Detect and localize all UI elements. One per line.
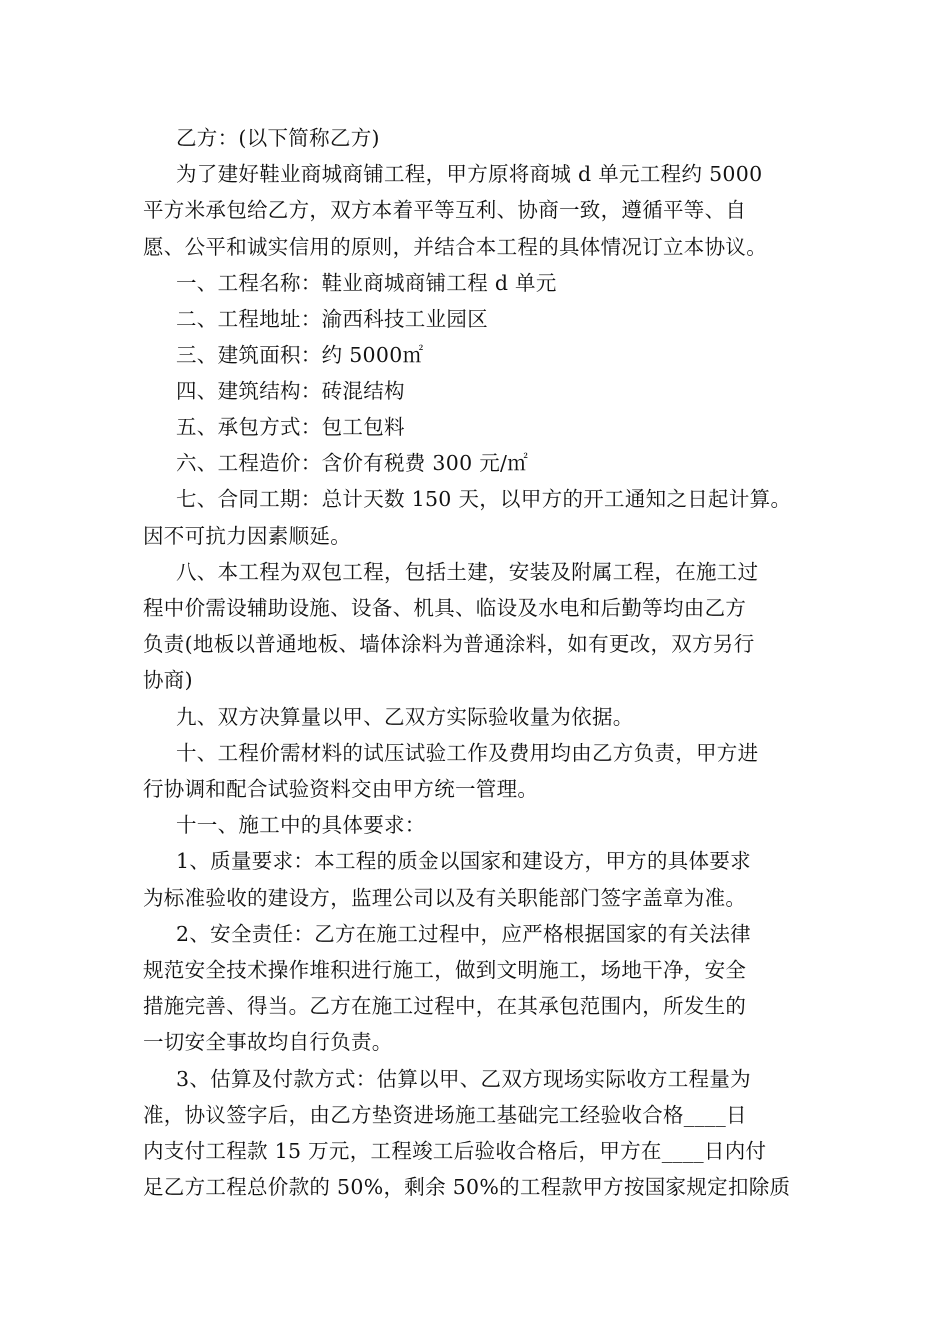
safety-line-3: 措施完善、得当。乙方在施工过程中，在其承包范围内，所发生的 bbox=[143, 994, 747, 1018]
clause-1-project-name: 一、工程名称：鞋业商城商铺工程 d 单元 bbox=[176, 271, 557, 295]
clause-8-line-4: 协商) bbox=[143, 668, 193, 692]
clause-4-structure: 四、建筑结构：砖混结构 bbox=[176, 379, 405, 403]
clause-10-line-1: 十、工程价需材料的试压试验工作及费用均由乙方负责，甲方进 bbox=[176, 741, 759, 765]
safety-line-2: 规范安全技术操作堆积进行施工，做到文明施工，场地干净，安全 bbox=[143, 958, 747, 982]
quality-req-line-2: 为标准验收的建设方，监理公司以及有关职能部门签字盖章为准。 bbox=[143, 886, 747, 910]
safety-line-1: 2、安全责任：乙方在施工过程中，应严格根据国家的有关法律 bbox=[176, 922, 751, 946]
clause-8-line-1: 八、本工程为双包工程，包括土建，安装及附属工程，在施工过 bbox=[176, 560, 759, 584]
preamble-line-2: 平方米承包给乙方，双方本着平等互利、协商一致，遵循平等、自 bbox=[143, 198, 747, 222]
payment-line-4: 足乙方工程总价款的 50%，剩余 50%的工程款甲方按国家规定扣除质 bbox=[143, 1175, 791, 1199]
payment-line-1: 3、估算及付款方式：估算以甲、乙双方现场实际收方工程量为 bbox=[176, 1067, 751, 1091]
payment-line-2: 准，协议签字后，由乙方垫资进场施工基础完工经验收合格____日 bbox=[143, 1103, 747, 1127]
payment-line-3: 内支付工程款 15 万元，工程竣工后验收合格后，甲方在____日内付 bbox=[143, 1139, 767, 1163]
clause-7-duration-line-2: 因不可抗力因素顺延。 bbox=[143, 524, 351, 548]
clause-8-line-3: 负责(地板以普通地板、墙体涂料为普通涂料，如有更改，双方另行 bbox=[143, 632, 755, 656]
clause-11-heading: 十一、施工中的具体要求： bbox=[176, 813, 426, 837]
clause-9-settlement: 九、双方决算量以甲、乙双方实际验收量为依据。 bbox=[176, 705, 634, 729]
safety-line-4: 一切安全事故均自行负责。 bbox=[143, 1030, 393, 1054]
clause-8-line-2: 程中价需设辅助设施、设备、机具、临设及水电和后勤等均由乙方 bbox=[143, 596, 747, 620]
preamble-line-1: 为了建好鞋业商城商铺工程，甲方原将商城 d 单元工程约 5000 bbox=[176, 162, 763, 186]
clause-5-contract-mode: 五、承包方式：包工包料 bbox=[176, 415, 405, 439]
clause-10-line-2: 行协调和配合试验资料交由甲方统一管理。 bbox=[143, 777, 539, 801]
clause-3-floor-area: 三、建筑面积：约 5000㎡ bbox=[176, 343, 424, 367]
clause-7-duration-line-1: 七、合同工期：总计天数 150 天，以甲方的开工通知之日起计算。 bbox=[176, 487, 792, 511]
clause-2-project-address: 二、工程地址：渝西科技工业园区 bbox=[176, 307, 488, 331]
party-b-line: 乙方：(以下简称乙方) bbox=[176, 126, 380, 150]
clause-6-price: 六、工程造价：含价有税费 300 元/㎡ bbox=[176, 451, 529, 475]
quality-req-line-1: 1、质量要求：本工程的质金以国家和建设方，甲方的具体要求 bbox=[176, 849, 751, 873]
preamble-line-3: 愿、公平和诚实信用的原则，并结合本工程的具体情况订立本协议。 bbox=[143, 235, 767, 259]
